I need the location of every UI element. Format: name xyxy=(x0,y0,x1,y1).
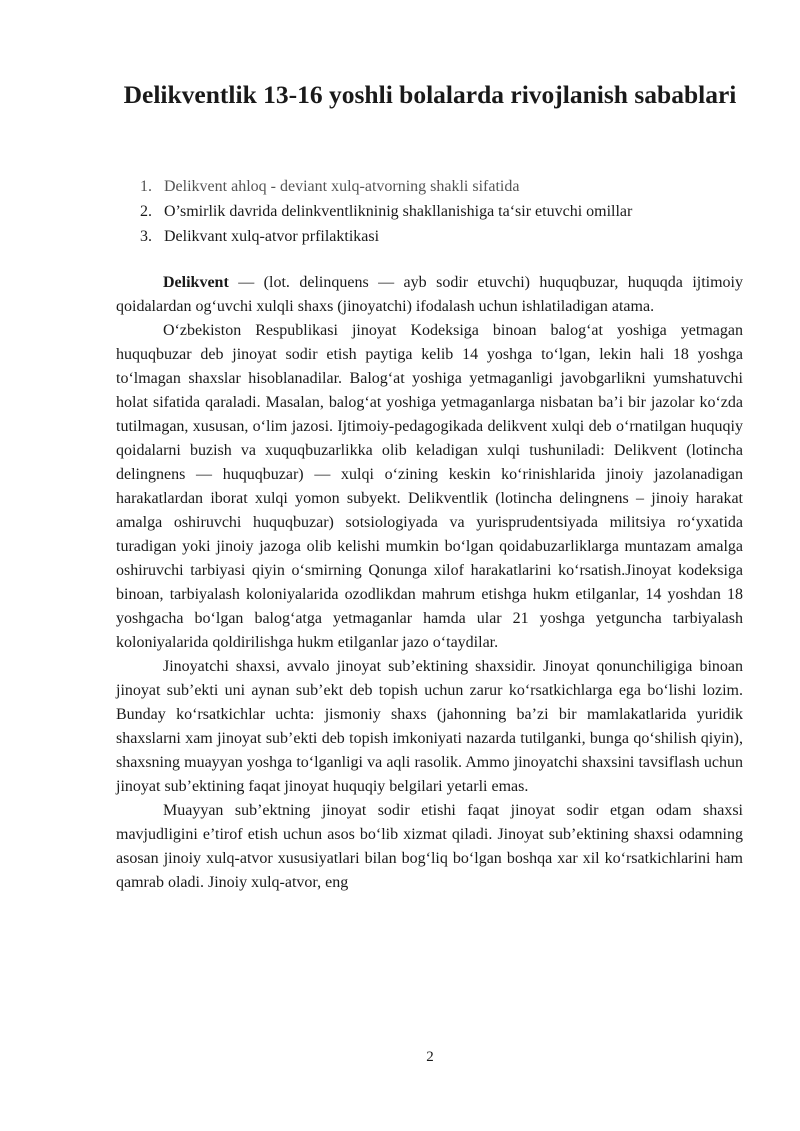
paragraph-text: Jinoyatchi shaxsi, avvalo jinoyat sub’ektining shaxsidir. Jinoyat qonunchiligiga binoan jinoyat sub’ekti uni aynan sub’ekt deb topish uchun zarur ko‘rsatkichlarga ega bo‘lishi lozim. Bunday ko‘rsatkichlar uchta: jismoniy shaxs (jahonning ba’zi bir mamlakatlarida yuridik shaxslarni xam jinoyat sub’ekti deb topish imkoniyati nazarda tutilganki, bunga qo‘shilish qiyin), shaxsning muayyan yoshga to‘lganligi va aqli rasolik. Ammo jinoyatchi shaxsini tavsiflash uchun jinoyat sub’ektining faqat jinoyat huquqiy belgilari yetarli emas. xyxy=(116,658,743,795)
paragraph-definition xyxy=(116,271,743,319)
paragraph-subject xyxy=(116,799,743,895)
table-of-contents xyxy=(140,174,632,249)
toc-item xyxy=(140,199,632,224)
paragraph-text: Muayyan sub’ektning jinoyat sodir etishi faqat jinoyat sodir etgan odam shaxsi mavjudligini e’tirof etish uchun asos bo‘lib xizmat qiladi. Jinoyat sub’ektining shaxsi odamning asosan jinoiy xulq-atvor xususiyatlari bilan bog‘liq bo‘lgan boshqa xar xil ko‘rsatkichlarini ham qamrab oladi. Jinoiy xulq-atvor, eng xyxy=(116,802,743,891)
page-number: 2 xyxy=(426,1049,434,1065)
body-text xyxy=(116,271,743,895)
paragraph-offender xyxy=(116,655,743,799)
paragraph-legal xyxy=(116,319,743,655)
toc-item-text: O’smirlik davrida delinkventlikninig shakllanishiga ta‘sir etuvchi omillar xyxy=(164,203,633,220)
toc-item xyxy=(140,174,632,199)
toc-item-text: Delikvant xulq-atvor prfilaktikasi xyxy=(164,228,380,245)
paragraph-text: — (lot. delinquens — ayb sodir etuvchi) huquqbuzar, huquqda ijtimoiy qoidalardan og‘uvchi xulqli shaxs (jinoyatchi) ifodalash uchun ishlatiladigan atama. xyxy=(116,274,743,315)
toc-item xyxy=(140,224,632,249)
toc-item-number: 1. xyxy=(140,178,152,195)
paragraph-text: O‘zbekiston Respublikasi jinoyat Kodeksiga binoan balog‘at yoshiga yetmagan huquqbuzar deb jinoyat sodir etish paytiga kelib 14 yoshga to‘lgan, lekin hali 18 yoshga to‘lmagan shaxslar hisoblanadilar. Balog‘at yoshiga yetmaganligi javobgarlikni yumshatuvchi holat sifatida qaraladi. Masalan, balog‘at yoshiga yetmaganlarga nisbatan ba’i bir jazolar ko‘zda tutilmagan, xususan, o‘lim jazosi. Ijtimoiy-pedagogikada delikvent xulqi deb o‘rnatilgan huquqiy qoidalarni buzish va xuquqbuzarlikka olib keladigan xulqi tushuniladi: Delikvent (lotincha delingnens — huquqbuzar) — xulqi o‘zining keskin ko‘rinishlarida jinoiy jazolanadigan harakatlardan iborat xulqi yomon subyekt. Delikventlik (lotincha delingnens – jinoiy harakat amalga oshiruvchi huquqbuzar) sotsiologiyada va yurisprudentsiyada militsiya ro‘yxatida turadigan yoki jinoiy jazoga olib kelishi mumkin bo‘lgan qoidabuzarliklarga muntazam amalga oshiruvchi tarbiyasi qiyin o‘smirning Qonunga xilof harakatlarini ko‘rsatish.Jinoyat kodeksiga binoan, tarbiyalash koloniyalarida ozodlikdan mahrum etishga hukm etilganlar, 14 yoshdan 18 yoshgacha bo‘lgan balog‘atga yetmaganlar hamda ular 21 yoshga yetguncha tarbiyalash koloniyalarida qoldirilishga hukm etilganlar jazo o‘taydilar. xyxy=(116,322,743,651)
toc-item-number: 2. xyxy=(140,203,152,220)
document-title: Delikventlik 13-16 yoshli bolalarda rivojlanish sabablari xyxy=(123,80,737,109)
toc-item-text: Delikvent ahloq - deviant xulq-atvorning shakli sifatida xyxy=(164,178,520,195)
term-bold: Delikvent xyxy=(163,274,229,291)
toc-item-number: 3. xyxy=(140,228,152,245)
